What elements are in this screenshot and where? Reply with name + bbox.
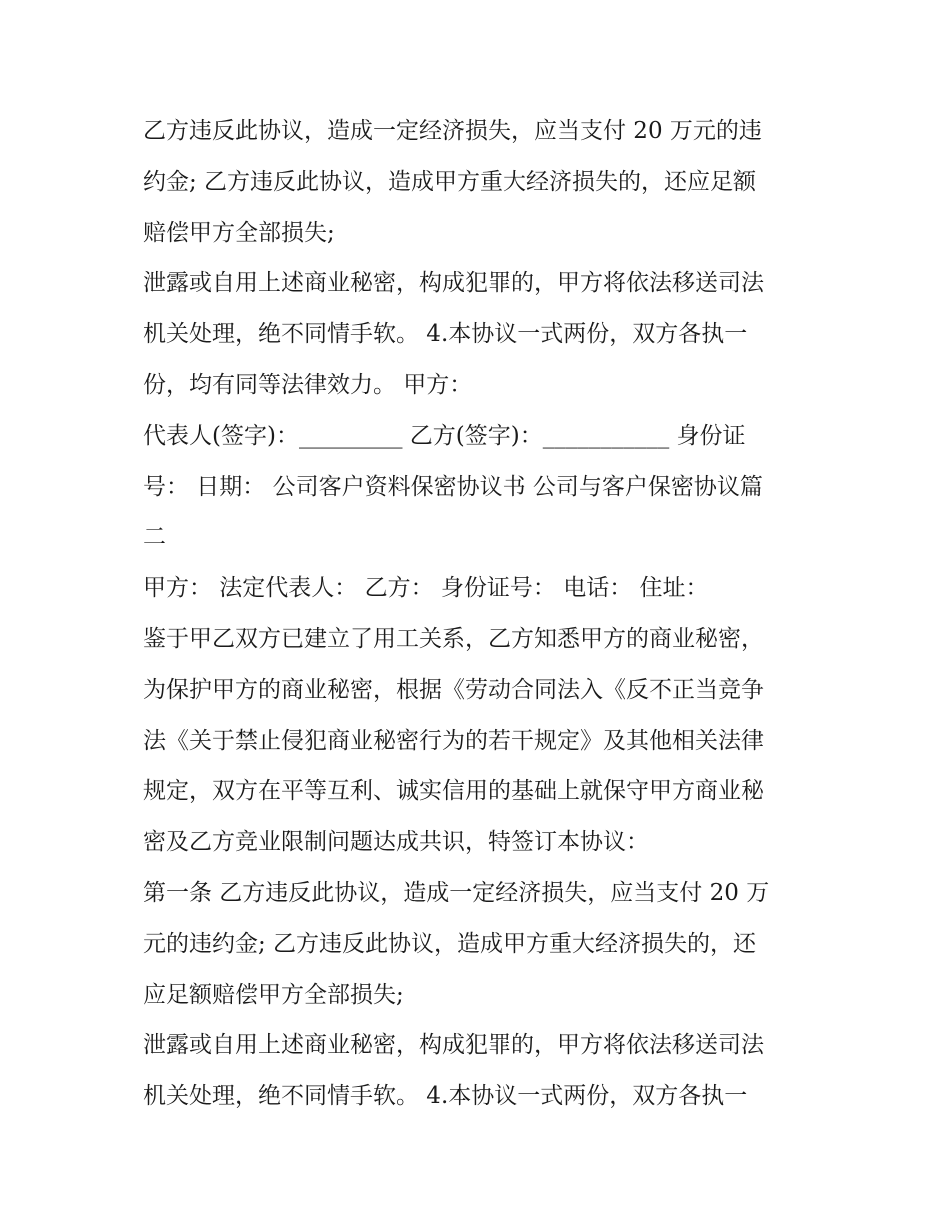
text-line: 机关处理，绝不同情手软。 4.本协议一式两份，双方各执一: [143, 1083, 748, 1110]
text-line: 法《关于禁止侵犯商业秘密行为的若干规定》及其他相关法律: [143, 727, 764, 754]
parties-line: 甲方： 法定代表人： 乙方： 身份证号： 电话： 住址：: [143, 575, 709, 602]
article-line: 第一条 乙方违反此协议，造成一定经济损失，应当支付 20 万: [143, 879, 770, 906]
text-line: 规定，双方在平等互利、诚实信用的基础上就保守甲方商业秘: [143, 778, 764, 805]
section-heading: 二: [143, 524, 166, 551]
document-body: [143, 106, 823, 1122]
text-line: 密及乙方竞业限制问题达成共识，特签订本协议：: [143, 829, 649, 856]
text-line: 泄露或自用上述商业秘密，构成犯罪的，甲方将依法移送司法: [143, 1032, 764, 1059]
text-line: 份，均有同等法律效力。 甲方：: [143, 371, 473, 398]
signature-line: 代表人(签字)：_________ 乙方(签字)：___________ 身份证: [143, 422, 746, 449]
text-line: 泄露或自用上述商业秘密，构成犯罪的，甲方将依法移送司法: [143, 270, 764, 297]
text-line: 机关处理，绝不同情手软。 4.本协议一式两份，双方各执一: [143, 321, 748, 348]
text-line: 赔偿甲方全部损失;: [143, 219, 335, 246]
text-line: 约金; 乙方违反此协议，造成甲方重大经济损失的，还应足额: [143, 168, 757, 195]
text-line: 号： 日期： 公司客户资料保密协议书 公司与客户保密协议篇: [143, 473, 763, 500]
text-line: 应足额赔偿甲方全部损失;: [143, 981, 404, 1008]
text-line: 为保护甲方的商业秘密，根据《劳动合同法入《反不正当竞争: [143, 676, 764, 703]
text-line: 乙方违反此协议，造成一定经济损失，应当支付 20 万元的违: [143, 118, 762, 144]
text-line: 鉴于甲乙双方已建立了用工关系，乙方知悉甲方的商业秘密，: [143, 625, 764, 652]
text-line: 元的违约金; 乙方违反此协议，造成甲方重大经济损失的，还: [143, 930, 757, 957]
